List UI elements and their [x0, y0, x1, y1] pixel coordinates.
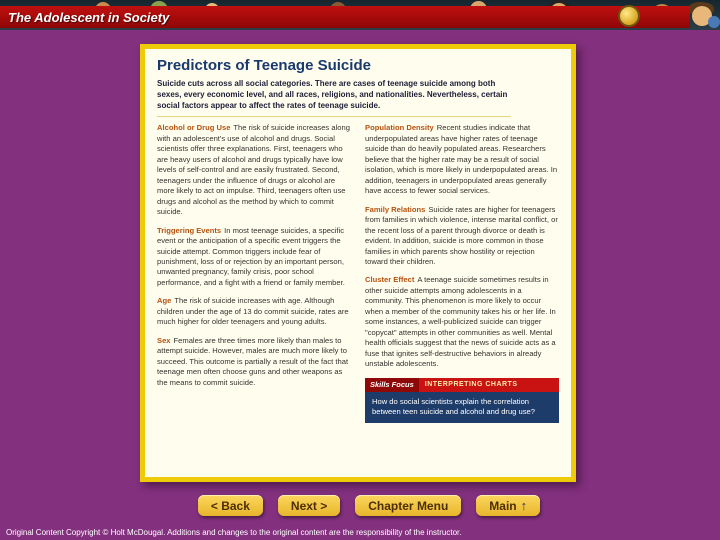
skills-focus-subtitle: INTERPRETING CHARTS	[424, 381, 518, 389]
chapter-menu-button[interactable]: Chapter Menu	[355, 495, 461, 516]
section-heading: Triggering Events	[157, 225, 222, 235]
main-button[interactable]	[476, 495, 540, 516]
skills-focus-header	[365, 378, 559, 392]
section-heading: Age	[157, 296, 172, 306]
character-face	[708, 16, 720, 28]
card-title: Predictors of Teenage Suicide	[157, 57, 371, 74]
card-intro: Suicide cuts across all social categories. There are cases of teenage suicide among both sexes, every economic level, and all races, religions, and nationalities. Nevertheless, certain social factors appear to affect the rates of teenage suicide.	[157, 79, 511, 117]
section-text: Females are three times more likely than males to attempt suicide. However, males are much more likely to succeed. This outcome is partially a result of the fact that teenage men often choose guns and other weapons as the means to commit suicide.	[157, 335, 349, 387]
section-heading: Alcohol or Drug Use	[157, 123, 231, 133]
section-text: The risk of suicide increases along with an adolescent's use of alcohol and drugs. Social scientists offer three explanations. First, teenagers who are heavy users of alcohol and drugs typically have low levels of self-control and are easily frustrated. Second, teenagers under the influence of drugs or alcohol are more likely to act on impulse. Third, teenagers often use drugs and alcohol as the method by which to commit suicide.	[157, 123, 350, 217]
gold-badge-icon	[618, 5, 640, 27]
navigation-bar	[0, 495, 720, 516]
section-heading: Family Relations	[365, 204, 426, 214]
section-cluster-effect	[365, 275, 559, 369]
section-age	[157, 296, 351, 327]
content-card	[140, 44, 576, 482]
section-text: The risk of suicide increases with age. Although children under the age of 13 do commit suicide, rates are much higher for older teenagers and young adults.	[157, 296, 349, 327]
title-banner	[0, 6, 690, 28]
section-text: Suicide rates are higher for teenagers from families in which violence, intense marital conflict, or the recent loss of a parent through divorce or death is evident. In addition, suicide is more common in those families in which parents show hostility or rejection toward their children.	[365, 204, 558, 267]
skills-focus-label: Skills Focus	[365, 378, 419, 392]
section-sex	[157, 336, 351, 388]
main-button-label: Main	[489, 498, 517, 513]
right-column	[365, 123, 559, 423]
copyright-text: Original Content Copyright © Holt McDougal. Additions and changes to the original content are the responsibility of the instructor.	[6, 528, 462, 537]
up-arrow-icon: ↑	[520, 498, 528, 513]
section-text: Recent studies indicate that underpopulated areas have higher rates of teenage suicide than do heavily populated areas. Researchers believe that the higher rate may be a result of social isolation, which is more likely in underpopulated areas. In addition, teenagers in underpopulated areas generally have access to fewer social services.	[365, 123, 558, 196]
section-heading: Population Density	[365, 123, 434, 133]
section-family-relations	[365, 205, 559, 268]
section-text: In most teenage suicides, a specific event or the anticipation of a specific event triggers the suicide attempt. Common triggers include fear of punishment, loss of or rejection by an important person, unwanted pregnancy, family crisis, poor school performance, and a fight with a friend or family member.	[157, 225, 345, 287]
card-inner	[145, 49, 571, 477]
page-title: The Adolescent in Society	[8, 9, 170, 25]
section-heading: Cluster Effect	[365, 275, 415, 285]
section-text: A teenage suicide sometimes results in other suicide attempts among adolescents in a community. This phenomenon is more likely to occur when a member of the community takes his or her life. In some instances, a well-publicized suicide can trigger "copycat" attempts in other communities as well. Mental health officials suggest that the news of suicide acts as a fuse that ignites self-destructive behaviors in already unstable adolescents.	[365, 275, 556, 369]
left-column	[157, 123, 351, 423]
section-alcohol-or-drug-use	[157, 123, 351, 217]
skills-focus-question: How do social scientists explain the correlation between teen suicide and alcohol and drug use?	[365, 392, 559, 423]
skills-focus-box	[365, 378, 559, 423]
section-population-density	[365, 123, 559, 196]
section-triggering-events	[157, 226, 351, 289]
two-column-layout	[157, 123, 559, 423]
next-button[interactable]: Next >	[278, 495, 340, 516]
back-button[interactable]: < Back	[198, 495, 263, 516]
section-heading: Sex	[157, 335, 171, 345]
